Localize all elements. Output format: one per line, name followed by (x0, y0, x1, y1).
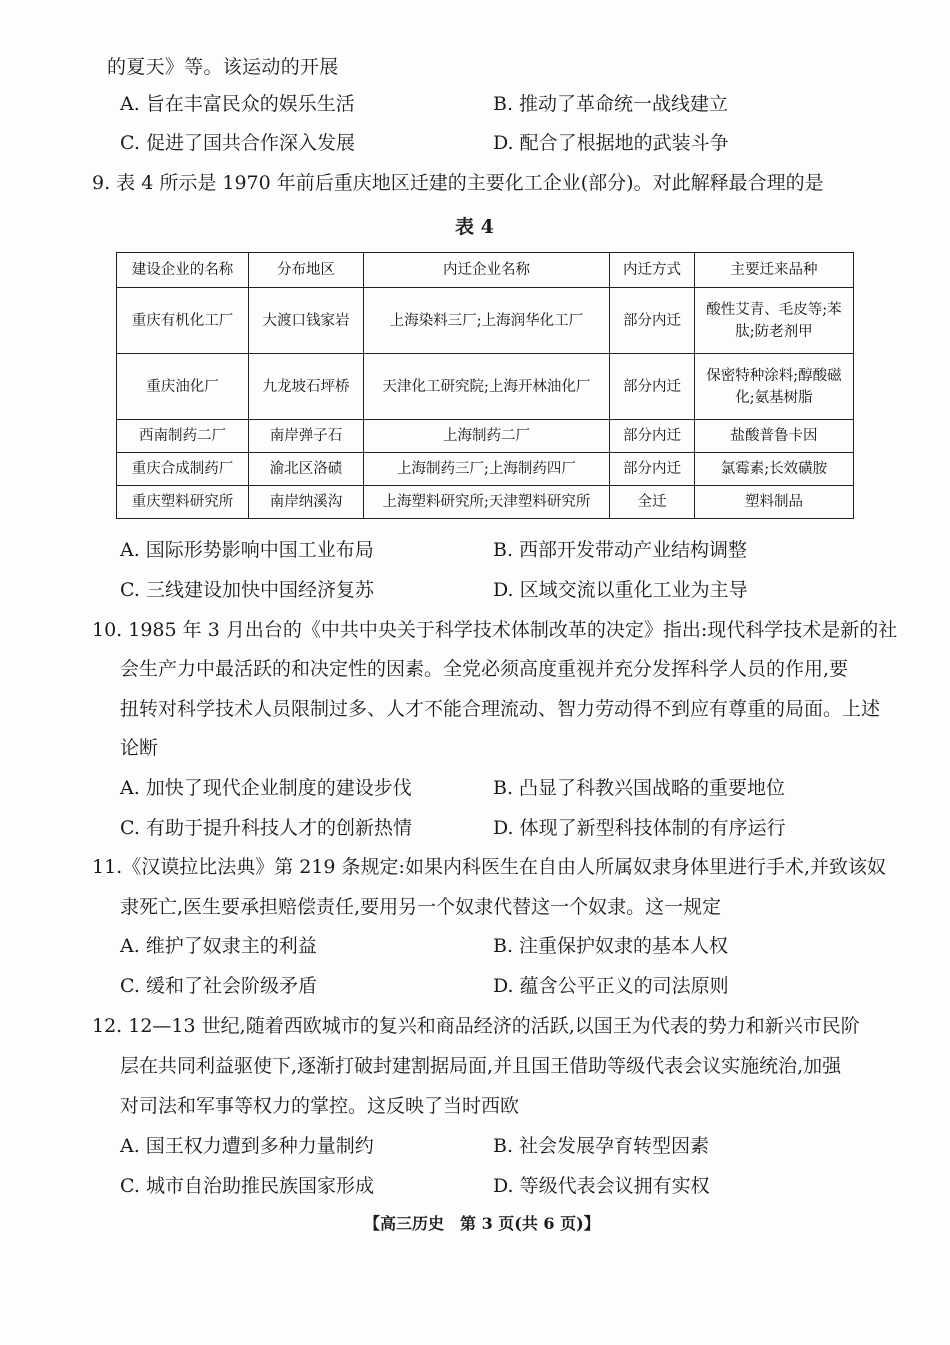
q8-option-a: A. 旨在丰富民众的娱乐生活 (120, 93, 355, 115)
table-cell: 上海制药三厂;上海制药四厂 (364, 453, 610, 486)
page-footer: 【高三历史 第 3 页(共 6 页)】 (364, 1214, 600, 1233)
table-cell: 部分内迁 (610, 354, 695, 420)
table-cell: 南岸弹子石 (249, 420, 364, 453)
table-cell: 西南制药二厂 (117, 420, 249, 453)
q12-stem-line: 层在共同利益驱使下,逐渐打破封建割据局面,并且国王借助等级代表会议实施统治,加强 (120, 1055, 842, 1077)
table-cell: 部分内迁 (610, 453, 695, 486)
table-cell: 天津化工研究院;上海开林油化厂 (364, 354, 610, 420)
table-header: 分布地区 (249, 253, 364, 288)
q11-option-c: C. 缓和了社会阶级矛盾 (120, 975, 317, 997)
table-cell: 九龙坡石坪桥 (249, 354, 364, 420)
table-cell: 部分内迁 (610, 420, 695, 453)
table-cell: 南岸纳溪沟 (249, 486, 364, 519)
q8-option-b: B. 推动了革命统一战线建立 (493, 93, 729, 115)
table-cell: 氯霉素;长效磺胺 (695, 453, 854, 486)
q9-option-d: D. 区域交流以重化工业为主导 (493, 579, 748, 601)
table-cell: 重庆油化厂 (117, 354, 249, 420)
table-row (117, 453, 854, 486)
table-caption: 表 4 (455, 216, 494, 238)
data-table (116, 252, 854, 519)
q9-option-b: B. 西部开发带动产业结构调整 (493, 539, 748, 561)
table-cell: 塑料制品 (695, 486, 854, 519)
table-header-row (117, 253, 854, 288)
q8-stem-tail: 的夏天》等。该运动的开展 (107, 56, 339, 78)
table-cell: 保密特种涂料;醇酸磁化;氨基树脂 (695, 354, 854, 420)
q8-option-d: D. 配合了根据地的武装斗争 (493, 132, 729, 154)
table-cell: 上海塑料研究所;天津塑料研究所 (364, 486, 610, 519)
q8-option-c: C. 促进了国共合作深入发展 (120, 132, 355, 154)
q10-stem-line: 论断 (120, 737, 159, 759)
table-header: 内迁企业名称 (364, 253, 610, 288)
table-row (117, 288, 854, 354)
q9-option-a: A. 国际形势影响中国工业布局 (120, 539, 374, 561)
table-cell: 盐酸普鲁卡因 (695, 420, 854, 453)
table-cell: 酸性艾青、毛皮等;苯肽;防老剂甲 (695, 288, 854, 354)
table-header: 建设企业的名称 (117, 253, 249, 288)
table-cell: 重庆有机化工厂 (117, 288, 249, 354)
q10-stem-line: 10. 1985 年 3 月出台的《中共中央关于科学技术体制改革的决定》指出:现代科学技术是新的社 (92, 619, 898, 641)
table-cell: 上海制药二厂 (364, 420, 610, 453)
q11-stem-line: 隶死亡,医生要承担赔偿责任,要用另一个奴隶代替这一个奴隶。这一规定 (120, 896, 722, 918)
q12-option-b: B. 社会发展孕育转型因素 (493, 1135, 710, 1157)
q11-option-b: B. 注重保护奴隶的基本人权 (493, 935, 729, 957)
q10-option-d: D. 体现了新型科技体制的有序运行 (493, 817, 786, 839)
table-cell: 上海染料三厂;上海润华化工厂 (364, 288, 610, 354)
table-row (117, 486, 854, 519)
table-row (117, 354, 854, 420)
q12-stem-line: 对司法和军事等权力的掌控。这反映了当时西欧 (120, 1095, 520, 1117)
table-header: 内迁方式 (610, 253, 695, 288)
table-cell: 重庆塑料研究所 (117, 486, 249, 519)
q12-stem-line: 12. 12—13 世纪,随着西欧城市的复兴和商品经济的活跃,以国王为代表的势力和新兴市民阶 (92, 1015, 860, 1037)
q10-stem-line: 会生产力中最活跃的和决定性的因素。全党必须高度重视并充分发挥科学人员的作用,要 (120, 658, 849, 680)
q9-option-c: C. 三线建设加快中国经济复苏 (120, 579, 374, 601)
q12-option-c: C. 城市自治助推民族国家形成 (120, 1175, 374, 1197)
table-cell: 部分内迁 (610, 288, 695, 354)
q10-stem-line: 扭转对科学技术人员限制过多、人才不能合理流动、智力劳动得不到应有尊重的局面。上述 (120, 698, 881, 720)
table-cell: 大渡口钱家岩 (249, 288, 364, 354)
table-row (117, 420, 854, 453)
table-cell: 全迁 (610, 486, 695, 519)
q11-option-a: A. 维护了奴隶主的利益 (120, 935, 317, 957)
q12-option-a: A. 国王权力遭到多种力量制约 (120, 1135, 374, 1157)
q10-option-a: A. 加快了现代企业制度的建设步伐 (120, 777, 412, 799)
table-cell: 渝北区洛碛 (249, 453, 364, 486)
q10-option-c: C. 有助于提升科技人才的创新热情 (120, 817, 412, 839)
q9-stem: 9. 表 4 所示是 1970 年前后重庆地区迁建的主要化工企业(部分)。对此解释最合理的是 (92, 172, 824, 194)
q11-option-d: D. 蕴含公平正义的司法原则 (493, 975, 729, 997)
table-header: 主要迁来品种 (695, 253, 854, 288)
q12-option-d: D. 等级代表会议拥有实权 (493, 1175, 710, 1197)
q10-option-b: B. 凸显了科教兴国战略的重要地位 (493, 777, 786, 799)
q11-stem-line: 11.《汉谟拉比法典》第 219 条规定:如果内科医生在自由人所属奴隶身体里进行手术,并致该奴 (92, 856, 887, 878)
table-cell: 重庆合成制药厂 (117, 453, 249, 486)
